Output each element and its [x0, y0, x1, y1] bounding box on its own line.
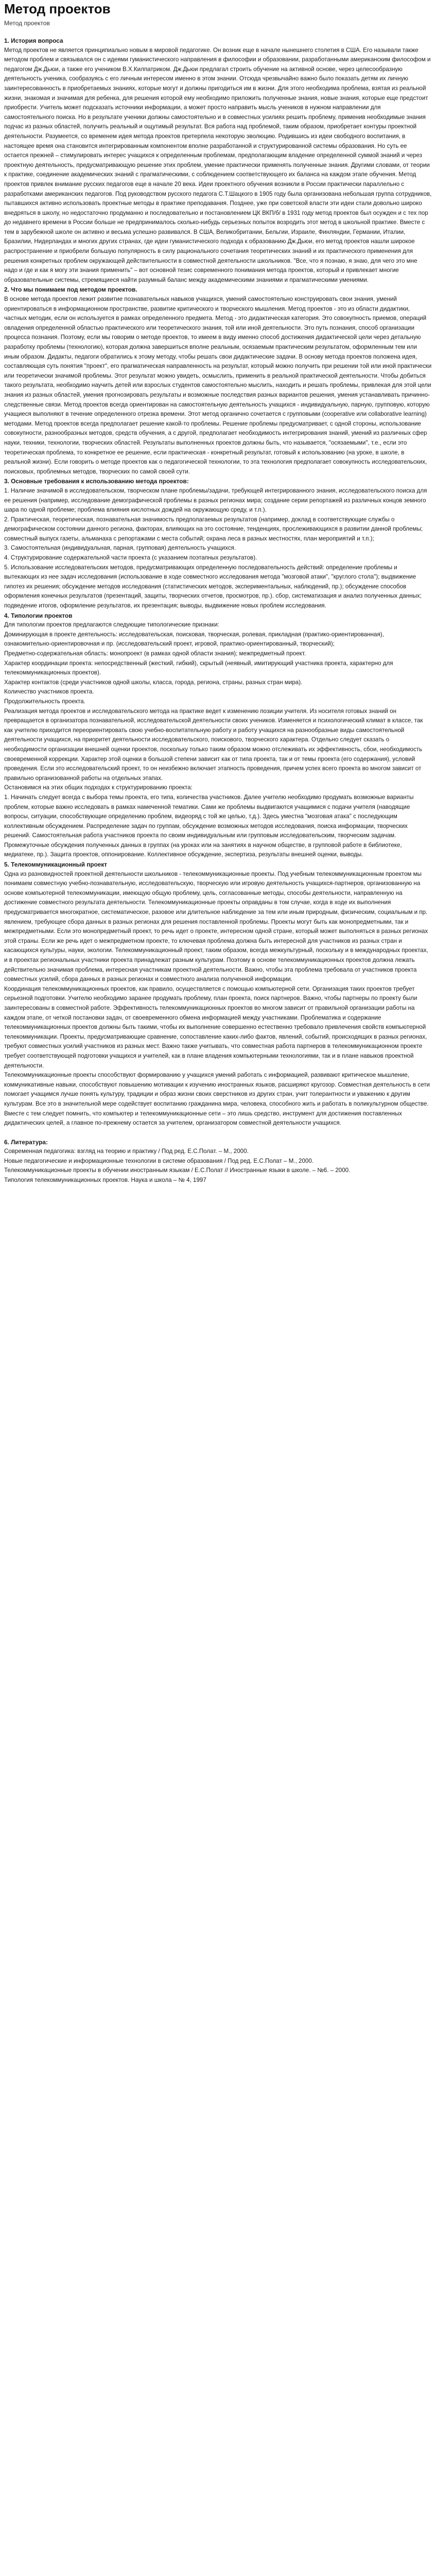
paragraph: Характер координации проекта: непосредственный (жесткий, гибкий), скрытый (неявный, имитирующий участника проекта, характерно для телекоммуникационных проектов).: [4, 659, 393, 676]
paragraph: Остановимся на этих общих подходах к структурированию проекта:: [4, 784, 193, 791]
literature-item: Современная педагогика: взгляд на теорию и практику / Под ред. Е.С.Полат. – М., 2000.: [4, 1148, 249, 1155]
paragraph: Одна из разновидностей проектной деятельности школьников - телекоммуникационные проекты. Под учебным телекоммуникационным проектом мы понимаем совместную учебно-познавательную, исследовательскую, творческую или игровую деятельность учащихся-партнеров, организованную на основе компьютерной телекоммуникации, имеющую общую проблему, цель, согласованные методы, способы деятельности, направленную на достижение совместного результата деятельности. Телекоммуникационные проекты оправданы в том случае, когда в ходе их выполнения предусматривается многократное, систематическое, разовое или длительное наблюдение за тем или иным природным, физическим, социальным и пр. явлением, требующее сбора данных в разных регионах для решения поставленной проблемы. Проекты могут быть как монопредметными, так и межпредметными. Если это монопредметный проект, то речь идет о проекте, интересном одной стране, который может выполняться в разных регионах этой страны. Если же речь идет о межпредметном проекте, то ключевая проблема должна быть интересной для участников из разных стран и касающихся культуры, науки, экологии. Телекоммуникационный проект, таким образом, всегда межкультурный, поскольку и в международных проектах, и в проектах региональных участники проекта принадлежат разным культурам. Поэтому в основе телекоммуникационных проектов должна лежать действительно значимая проблема, интересная участникам проектной деятельности. Важно, чтобы эта проблема требовала от участников проекта совместных усилий, сбора данных в разных регионах и совместного анализа полученной информации.: [4, 870, 428, 983]
section-heading: 4. Типологии проектов: [4, 612, 73, 619]
paragraph: Доминирующая в проекте деятельность: исследовательская, поисковая, творческая, ролевая, прикладная (практико-ориентированная), ознакомительно-ориентировочная и пр. (исследовательский проект, игровой, практико-ориентированный, творческий);: [4, 631, 384, 648]
paragraph: 1. Наличие значимой в исследовательском, творческом плане проблемы/задачи, требующей интегрированного знания, исследовательского поиска для ее решения (например, исследование демографической проблемы в разных регионах мира; создание серии репортажей из различных концов земного шара по одной проблеме; проблема влияния кислотных дождей на окружающую среду, и т.п.).: [4, 487, 427, 514]
article-body: [4, 36, 432, 1128]
section-heading: 2. Что мы понимаем под методом проектов.: [4, 286, 137, 294]
paragraph: Предметно-содержательная область: монопроект (в рамках одной области знания); межпредметный проект.: [4, 650, 306, 657]
paragraph: Количество участников проекта.: [4, 688, 94, 696]
paragraph: Продолжительность проекта.: [4, 698, 85, 705]
paragraph: 2. Практическая, теоретическая, познавательная значимость предполагаемых результатов (например, доклад в соответствующие службы о демографическом состоянии данного региона, факторах, влияющих на это состояние, тенденциях, прослеживающихся в развитии данной проблемы; совместный выпуск газеты, альманаха с репортажами с места событий; охрана леса в разных местностях, план мероприятий и т.п.);: [4, 516, 423, 542]
paragraph: Реализация метода проектов и исследовательского метода на практике ведет к изменению позиции учителя. Из носителя готовых знаний он превращается в организатора познавательной, исследовательской деятельности своих учеников. Изменяется и психологический климат в классе, так как учителю приходится переориентировать свою учебно-воспитательную работу и работу учащихся на разнообразные виды самостоятельной деятельности учащихся, на приоритет деятельности исследовательского, поискового, творческого характера. Отдельно следует сказать о необходимости организации внешней оценки проектов, поскольку только таким образом можно отслеживать их эффективность, сбои, необходимость своевременной коррекции. Характер этой оценки в большой степени зависит как от типа проекта, так и от темы проекта (его содержания), условий проведения. Если это исследовательский проект, то он неизбежно включает этапность проведения, причем успех всего проекта во многом зависит от правильно организованной работы на отдельных этапах.: [4, 707, 423, 782]
section-heading: 1. История вопроса: [4, 37, 63, 44]
paragraph: 3. Самостоятельная (индивидуальная, парная, групповая) деятельность учащихся.: [4, 545, 236, 552]
paragraph: Телекоммуникационные проекты способствуют формированию у учащихся умений работать с информацией, развивают критическое мышление, коммуникативные навыки, способствуют повышению мотивации к изучению иностранных языков, расширяют кругозор. Совместная деятельность в сети помогает учащимся лучше понять культуру, традиции и образ жизни своих сверстников из других стран, учит толерантности и уважению к другим культурам. Все это в значительной мере содействует воспитанию гражданина мира, человека, способного жить и работать в поликультурном обществе. Вместе с тем следует помнить, что компьютер и телекоммуникационные сети – это лишь средство, инструмент для достижения поставленных дидактических целей, а главное по-прежнему остается за учителем, организатором совместной деятельности учащихся.: [4, 1072, 430, 1127]
section-heading: 3. Основные требования к использованию метода проектов:: [4, 478, 189, 485]
paragraph: Характер контактов (среди участников одной школы, класса, города, региона, страны, разных стран мира).: [4, 679, 303, 686]
paragraph: 5. Использование исследовательских методов, предусматривающих определенную последовательность действий: определение проблемы и вытекающих из нее задач исследования (использование в ходе совместного исследования метода "мозговой атаки", "круглого стола"); выдвижение гипотез их решения; обсуждение методов исследования (статистических методов, экспериментальных, наблюдений, пр.); обсуждение способов оформления конечных результатов (презентаций, защиты, творческих отчетов, просмотров, пр.). сбор, систематизация и анализ полученных данных; подведение итогов, оформление результатов, их презентация; выводы, выдвижение новых проблем исследования.: [4, 564, 422, 609]
paragraph: Координация телекоммуникационных проектов, как правило, осуществляется с помощью компьютерной сети. Организация таких проектов требует серьезной подготовки. Учителю необходимо заранее продумать проблему, план проекта, поиск партнеров. Важно, чтобы партнеры по проекту были заинтересованы в совместной работе. Эффективность телекоммуникационных проектов во многом зависит от правильной организации работы на каждом этапе, от четкой постановки задач, от своевременного обмена информацией между участниками. Проблематика и содержание телекоммуникационных проектов должны быть такими, чтобы их выполнение совершенно естественно требовало привлечения свойств компьютерной телекоммуникации. Проекты, предусматривающие сравнение, сопоставление каких-либо фактов, явлений, событий, происходящих в разных регионах, требуют совместных усилий участников из разных мест. Важно также учитывать, что совместная работа партнеров в телекоммуникационном проекте требует соответствующей подготовки учащихся и учителей, как в плане владения компьютерными технологиями, так и в плане навыков проектной деятельности.: [4, 985, 427, 1069]
paragraph: Для типологии проектов предлагаются следующие типологические признаки:: [4, 621, 219, 629]
literature-item: Телекоммуникационные проекты в обучении иностранным языкам / Е.С.Полат // Иностранные языки в школе. – №6. – 2000.: [4, 1167, 351, 1174]
literature-source: Типология телекоммуникационных проектов. Наука и школа – № 4, 1997: [4, 1177, 206, 1184]
section-heading: 5. Телекоммуникационный проект: [4, 861, 108, 869]
literature-item: Новые педагогические и информационные технологии в системе образования / Под ред. Е.С.Полат – М., 2000.: [4, 1157, 314, 1164]
literature-heading: 6. Литература:: [4, 1138, 48, 1146]
paragraph: 1. Начинать следует всегда с выбора темы проекта, его типа, количества участников. Далее учителю необходимо продумать возможные варианты проблем, которые важно исследовать в рамках намеченной тематики. Сами же проблемы выдвигаются учащимися с подачи учителя (наводящие вопросы, ситуации, способствующие определению проблем, видеоряд с той же целью, т.д.). Здесь уместна "мозговая атака" с последующим коллективным обсуждением. Распределение задач по группам, обсуждение возможных методов исследования, поиска информации, творческих решений. Самостоятельная работа участников проекта по своим индивидуальным или групповым исследовательским, творческим задачам. Промежуточные обсуждения полученных данных в группах (на уроках или на занятиях в научном обществе, в групповой работе в библиотеке, медиатеке, пр.). Защита проектов, оппонирование. Коллективное обсуждение, экспертиза, результаты внешней оценки, выводы.: [4, 793, 414, 858]
paragraph: Метод проектов не является принципиально новым в мировой педагогике. Он возник еще в начале нынешнего столетия в США. Его называли также методом проблем и связывался он с идеями гуманистического направления в философии и образовании, разработанными американским философом и педагогом Дж.Дьюи, а также его учеником В.Х.Килпатриком. Дж.Дьюи предлагал строить обучение на активной основе, через целесообразную деятельность ученика, сообразуясь с его личным интересом именно в этом знании. Отсюда чрезвычайно важно было показать детям их личную заинтересованность в приобретаемых знаниях, которые могут и должны пригодиться им в жизни. Для этого необходима проблема, взятая из реальной жизни, знакомая и значимая для ребенка, для решения которой ему необходимо приложить полученные знания, новые знания, которые еще предстоит приобрести. Учитель может подсказать источники информации, а может просто направить мысль учеников в нужном направлении для самостоятельного поиска. Но в результате ученики должны самостоятельно и в совместных усилиях решить проблему, применив необходимые знания подчас из разных областей, получить реальный и ощутимый результат. Вся работа над проблемой, таким образом, приобретает контуры проектной деятельности. Разумеется, со временем идея метода проектов претерпела некоторую эволюцию. Родившись из идеи свободного воспитания, в настоящее время она становится интегрированным компонентом вполне разработанной и структурированной системы образования. Но суть ее остается прежней – стимулировать интерес учащихся к определенным проблемам, предполагающим владение определенной суммой знаний и через проектную деятельность, предусматривающую решение этих проблем, умение практически применять полученные знания. Другими словами, от теории к практике, соединение академических знаний с прагматическими, с соблюдением соответствующего их баланса на каждом этапе обучения. Метод проектов привлек внимание русских педагогов еще в начале 20 века. Идеи проектного обучения возникли в России практически параллельно с разработками американских педагогов. Под руководством русского педагога С.Т.Шацкого в 1905 году была организована небольшая группа сотрудников, пытавшихся активно использовать проектные методы в практике преподавания. Позднее, уже при советской власти эти идеи стали довольно широко внедряться в школу, но недостаточно продуманно и последовательно и постановлением ЦК ВКП/б/ в 1931 году метод проектов был осужден и с тех пор до недавнего времени в России больше не предпринималось сколько-нибудь серьезных попыток возродить этот метод в школьной практике. Вместе с тем в зарубежной школе он активно и весьма успешно развивался. В США, Великобритании, Бельгии, Израиле, Финляндии, Германии, Италии, Бразилии, Нидерландах и многих других странах, где идеи гуманистического подхода к образованию Дж.Дьюи, его метод проектов нашли широкое распространение и приобрели большую популярность в силу рационального сочетания теоретических знаний и их практического применения для решения конкретных проблем окружающей действительности в совместной деятельности школьников. "Все, что я познаю, я знаю, для чего это мне надо и где и как я могу эти знания применить" – вот основной тезис современного понимания метода проектов, который и привлекает многие образовательные системы, стремящиеся найти разумный баланс между академическими знаниями и прагматическими умениями.: [4, 46, 432, 283]
paragraph: 4. Структурирование содержательной части проекта (с указанием поэтапных результатов).: [4, 554, 257, 562]
paragraph: В основе метода проектов лежит развитие познавательных навыков учащихся, умений самостоятельно конструировать свои знания, умений ориентироваться в информационном пространстве, развитие критического и творческого мышления. Метод проектов - это из области дидактики, частных методик, если он используется в рамках определенного предмета. Метод - это дидактическая категория. Это совокупность приемов, операций овладения определенной областью практического или теоретического знания, той или иной деятельности. Это путь познания, способ организации процесса познания. Поэтому, если мы говорим о методе проектов, то имеем в виду именно способ достижения дидактической цели через детальную разработку проблемы (технологию), которая должна завершиться вполне реальным, осязаемым практическим результатом, оформленным тем или иным образом. Дидакты, педагоги обратились к этому методу, чтобы решать свои дидактические задачи. В основу метода проектов положена идея, составляющая суть понятия "проект", его прагматическая направленность на результат, который можно получить при решении той или иной практически или теоретически значимой проблемы. Этот результат можно увидеть, осмыслить, применить в реальной практической деятельности. Чтобы добиться такого результата, необходимо научить детей или взрослых студентов самостоятельно мыслить, находить и решать проблемы, привлекая для этой цели знания из разных областей, умения прогнозировать результаты и возможные последствия разных вариантов решения, умения устанавливать причинно-следственные связи. Метод проектов всегда ориентирован на самостоятельную деятельность учащихся - индивидуальную, парную, групповую, которую учащиеся выполняют в течение определенного отрезка времени. Этот метод органично сочетается с групповыми (cooperative или collaborative learning) методами. Метод проектов всегда предполагает решение какой-то проблемы. Решение проблемы предусматривает, с одной стороны, использование совокупности, разнообразных методов, средств обучения, а с другой, предполагает необходимость интегрирования знаний, умений из различных сфер науки, техники, технологии, творческих областей. Результаты выполненных проектов должны быть, что называется, "осязаемыми", т.е., если это теоретическая проблема, то конкретное ее решение, если практическая - конкретный результат, готовый к использованию (на уроке, в школе, в реальной жизни). Если говорить о методе проектов как о педагогической технологии, то эта технология предполагает совокупность исследовательских, поисковых, проблемных методов, творческих по самой своей сути.: [4, 296, 432, 475]
literature: [4, 1138, 432, 1185]
page: [0, 0, 436, 1185]
page-title: Метод проектов: [4, 1, 111, 16]
breadcrumb: Метод проектов: [4, 20, 50, 27]
